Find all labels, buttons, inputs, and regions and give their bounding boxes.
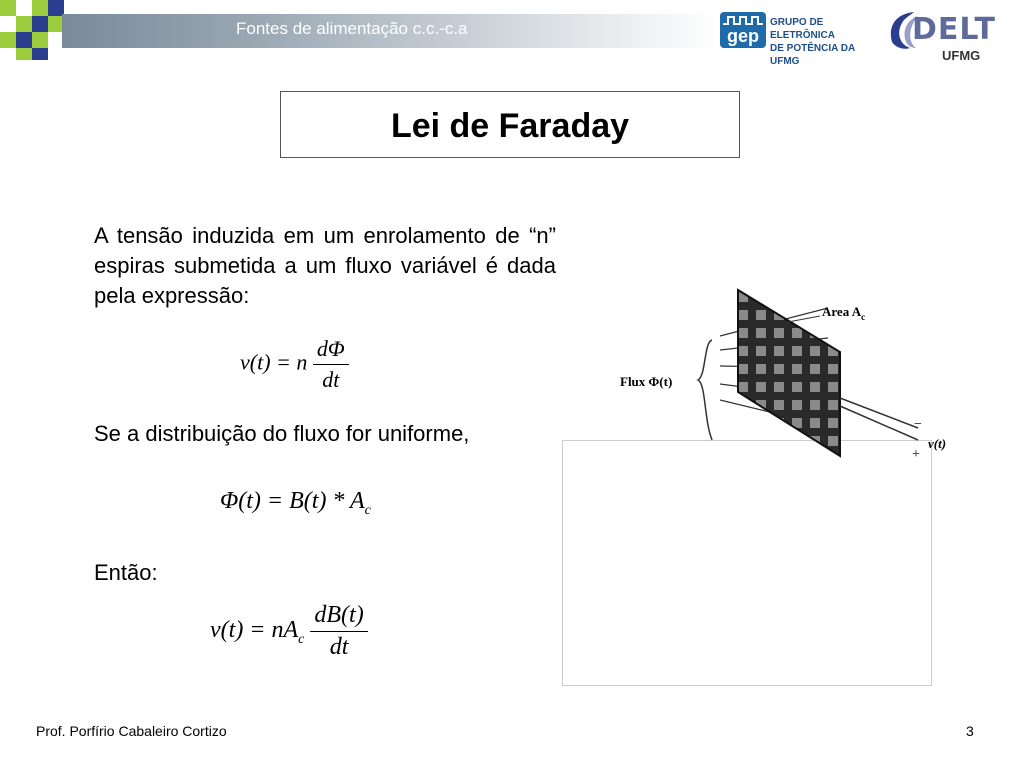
slide-title: Lei de Faraday [390, 107, 630, 145]
flux-brace [698, 340, 712, 440]
equation-2-lhs: Φ(t) = B(t) * A [220, 488, 365, 514]
delt-name: DELT [912, 12, 997, 47]
equation-1-denominator: dt [322, 367, 340, 392]
page-number: 3 [966, 723, 974, 739]
equation-3-fraction [310, 602, 367, 661]
equation-3 [210, 602, 368, 661]
gep-caption [770, 16, 868, 68]
gep-acronym: gep [726, 26, 759, 46]
equation-1-lhs: v(t) = n [240, 349, 308, 375]
plus-sign: + [912, 447, 920, 460]
frame-tiny-marker: · [565, 441, 566, 445]
footer-author: Prof. Porfírio Cabaleiro Cortizo [36, 723, 227, 739]
equation-3-denominator: dt [329, 634, 349, 660]
minus-sign: − [914, 417, 922, 432]
equation-1-fraction [313, 336, 349, 393]
header-title: Fontes de alimentação c.c.-c.a [236, 19, 468, 38]
voltage-label: v(t) [928, 436, 947, 451]
equation-2-subscript: c [364, 502, 371, 518]
delt-logo [884, 8, 997, 68]
equation-1-numerator: dΦ [313, 336, 349, 365]
intro-paragraph: A tensão induzida em um enrolamento de “n” espiras submetida a um fluxo variável é dada pela expressão: [94, 223, 556, 308]
ufmg-name: UFMG [942, 48, 981, 63]
equation-3-lhs: v(t) = nA [210, 617, 299, 644]
gep-caption-line2: DE POTÊNCIA DA UFMG [770, 43, 855, 67]
equation-1 [240, 336, 349, 393]
then-paragraph: Então: [94, 560, 158, 585]
flux-label: Flux Φ(t) [620, 374, 673, 389]
embedded-frame [562, 440, 932, 686]
equation-3-numerator: dB(t) [310, 602, 367, 632]
faraday-coil-figure [608, 288, 968, 460]
gep-logo [720, 12, 868, 67]
gep-caption-line1: GRUPO DE ELETRÔNICA [770, 17, 835, 41]
gep-logo-box [720, 12, 766, 48]
equation-3-subscript: c [298, 631, 305, 647]
uniform-flux-paragraph: Se a distribuição do fluxo for uniforme, [94, 421, 470, 446]
area-label: Area $A_c$ [822, 304, 866, 322]
title-box [280, 91, 740, 158]
equation-2 [220, 488, 371, 519]
